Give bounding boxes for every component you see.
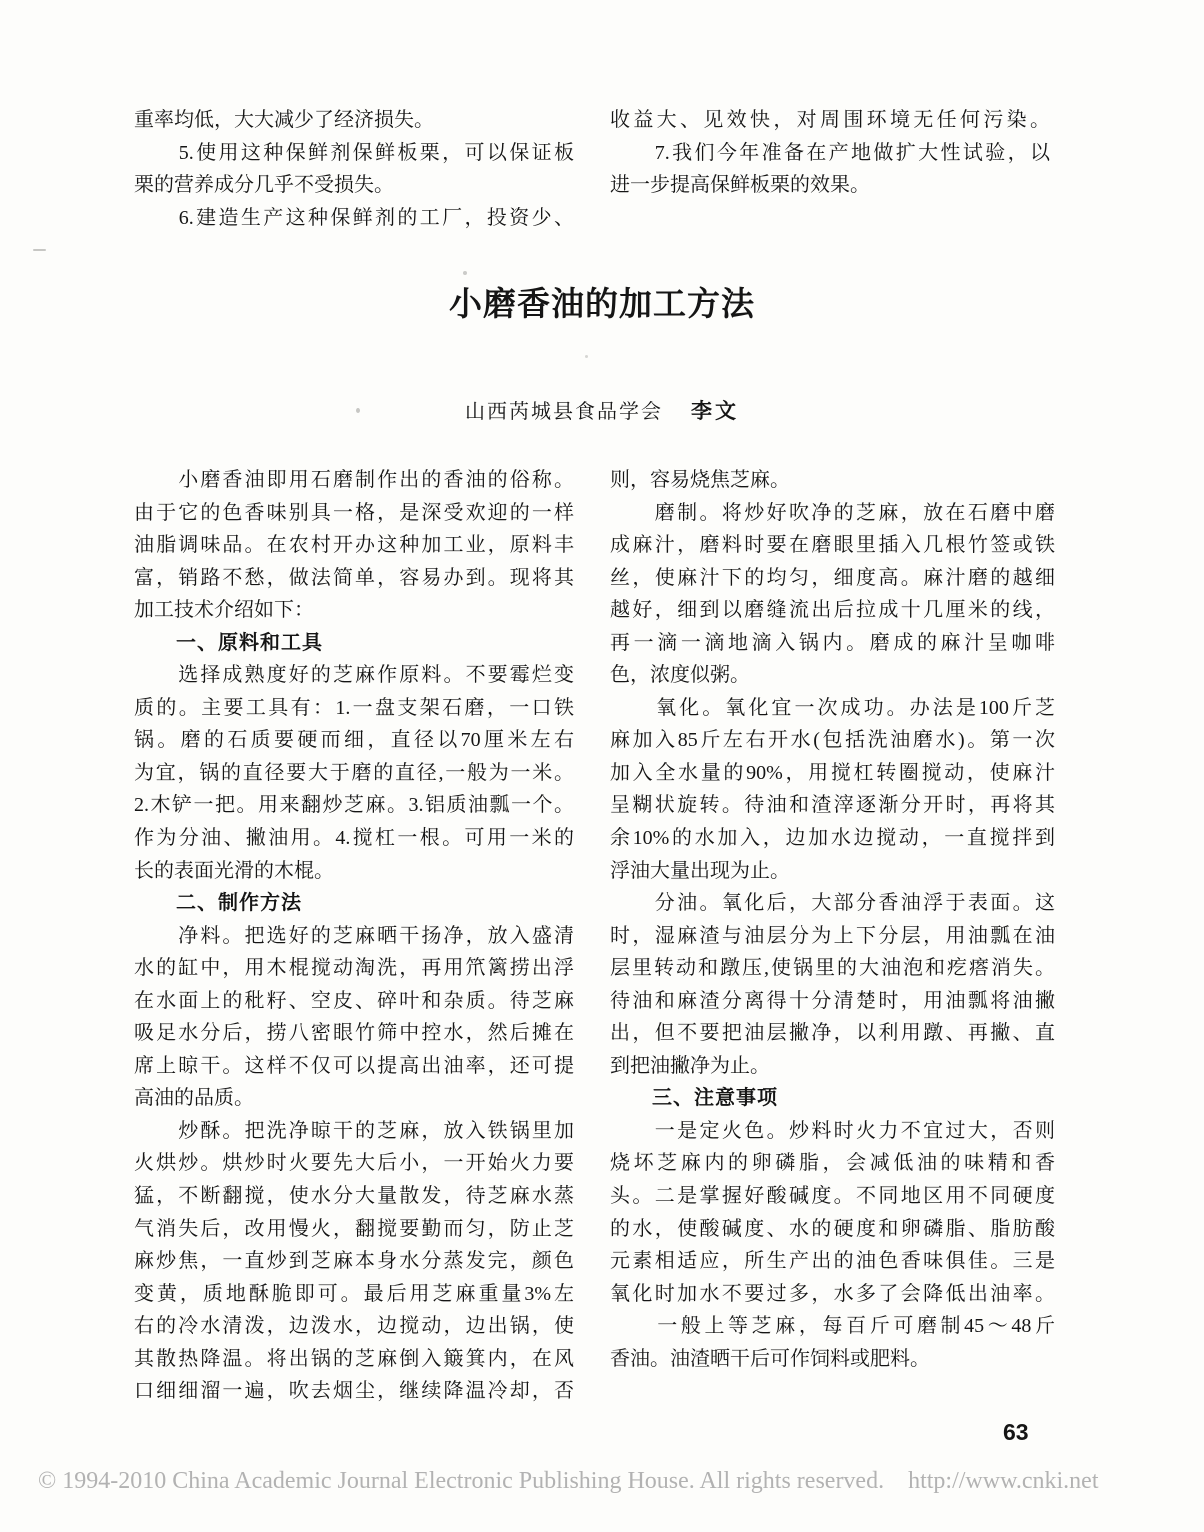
text-line: 长的表面光滑的木棍。 xyxy=(134,859,334,882)
text-line: 则，容易烧焦芝麻。 xyxy=(610,469,790,491)
byline-affiliation: 山西芮城县食品学会 xyxy=(465,401,663,423)
text-line: 高油的品质。 xyxy=(134,1087,254,1110)
text-line: 烧坏芝麻内的卵磷脂，会减低油的味精和香 xyxy=(610,1152,1055,1175)
text-line: 作为分油、撇油用。4.搅杠一根。可用一米的 xyxy=(134,827,574,850)
text-line: 一是定火色。炒料时火力不宜过大，否则 xyxy=(610,1119,1055,1142)
scan-artifact xyxy=(356,408,360,413)
text-line: 时，湿麻渣与油层分为上下分层，用油瓢在油 xyxy=(610,924,1055,947)
text-line: 元素相适应，所生产出的油色香味俱佳。三是 xyxy=(610,1250,1055,1273)
prev-article-left-column xyxy=(134,104,574,234)
text-line: 锅。磨的石质要硬而细，直径以70厘米左右 xyxy=(134,729,574,752)
text-line: 为宜，锅的直径要大于磨的直径,一般为一米。 xyxy=(134,761,574,784)
text-line: 出，但不要把油层撇净，以利用蹾、再撇、直 xyxy=(610,1022,1055,1045)
text-line: 头。二是掌握好酸碱度。不同地区用不同硬度 xyxy=(610,1185,1055,1208)
text-line: 越好，细到以磨缝流出后拉成十几厘米的线， xyxy=(610,599,1055,622)
page-number: 63 xyxy=(1003,1419,1029,1445)
text-line: 由于它的色香味别具一格，是深受欢迎的一样 xyxy=(134,501,574,524)
text-line: 氧化。氧化宜一次成功。办法是100斤芝 xyxy=(610,696,1055,719)
text-line: 呈糊状旋转。待油和渣滓逐渐分开时，再将其 xyxy=(610,794,1055,817)
text-line: 小磨香油即用石磨制作出的香油的俗称。 xyxy=(134,469,574,491)
text-line: 麻加入85斤左右开水(包括洗油磨水)。第一次 xyxy=(610,729,1055,752)
text-line: 麻炒焦，一直炒到芝麻本身水分蒸发完，颜色 xyxy=(134,1250,574,1273)
text-line: 吸足水分后，捞八密眼竹筛中控水，然后摊在 xyxy=(134,1022,574,1045)
text-line: 在水面上的秕籽、空皮、碎叶和杂质。待芝麻 xyxy=(134,989,574,1012)
text-line: 进一步提高保鲜板栗的效果。 xyxy=(610,174,870,197)
text-line: 猛，不断翻搅，使水分大量散发，待芝麻水蒸 xyxy=(134,1185,574,1208)
section-heading: 二、制作方法 xyxy=(134,892,302,915)
article-right-column xyxy=(610,464,1055,1375)
text-line: 加工技术介绍如下： xyxy=(134,599,314,622)
text-line: 余10%的水加入，边加水边搅动，一直搅拌到 xyxy=(610,827,1055,850)
text-line: 层里转动和蹾压,使锅里的大油泡和疙瘩消失。 xyxy=(610,957,1055,980)
scan-artifact xyxy=(463,271,467,275)
text-line: 2.木铲一把。用来翻炒芝麻。3.铝质油瓢一个。 xyxy=(134,794,574,817)
article-left-column xyxy=(134,464,574,1408)
text-line: 加入全水量的90%，用搅杠转圈搅动，使麻汁 xyxy=(610,761,1055,784)
text-line: 浮油大量出现为止。 xyxy=(610,859,790,882)
copyright-footer: © 1994-2010 China Academic Journal Electronic Publishing House. All rights reserved. http://www.cnki.net xyxy=(38,1468,1099,1494)
text-line: 7.我们今年准备在产地做扩大性试验，以 xyxy=(610,141,1050,164)
text-line: 再一滴一滴地滴入锅内。磨成的麻汁呈咖啡 xyxy=(610,631,1055,654)
text-line: 重率均低，大大减少了经济损失。 xyxy=(134,109,434,131)
text-line: 栗的营养成分几乎不受损失。 xyxy=(134,174,394,197)
text-line: 氧化时加水不要过多，水多了会降低出油率。 xyxy=(610,1282,1055,1305)
text-line: 富，销路不愁，做法简单，容易办到。现将其 xyxy=(134,566,574,589)
text-line: 其散热降温。将出锅的芝麻倒入簸箕内，在风 xyxy=(134,1347,574,1370)
text-line: 丝，使麻汁下的均匀，细度高。麻汁磨的越细 xyxy=(610,566,1055,589)
text-line: 色，浓度似粥。 xyxy=(610,664,750,687)
prev-article-right-column xyxy=(610,104,1050,202)
text-line: 水的缸中，用木棍搅动淘洗，再用笊篱捞出浮 xyxy=(134,957,574,980)
article-byline xyxy=(0,398,1204,426)
text-line: 右的冷水清泼，边泼水，边搅动，边出锅，使 xyxy=(134,1315,574,1338)
text-line: 香油。油渣晒干后可作饲料或肥料。 xyxy=(610,1347,930,1370)
text-line: 炒酥。把洗净晾干的芝麻，放入铁锅里加 xyxy=(134,1119,574,1142)
text-line: 到把油撇净为止。 xyxy=(610,1054,770,1077)
text-line: 油脂调味品。在农村开办这种加工业，原料丰 xyxy=(134,534,574,557)
text-line: 席上晾干。这样不仅可以提高出油率，还可提 xyxy=(134,1054,574,1077)
section-heading: 三、注意事项 xyxy=(610,1087,778,1110)
text-line: 一般上等芝麻，每百斤可磨制45～48斤 xyxy=(610,1315,1055,1338)
text-line: 口细细溜一遍，吹去烟尘，继续降温冷却，否 xyxy=(134,1380,574,1403)
text-line: 气消失后，改用慢火，翻搅要勤而匀，防止芝 xyxy=(134,1217,574,1240)
text-line: 质的。主要工具有：1.一盘支架石磨，一口铁 xyxy=(134,696,574,719)
article-title: 小磨香油的加工方法 xyxy=(449,287,755,323)
text-line: 分油。氧化后，大部分香油浮于表面。这 xyxy=(610,892,1055,915)
byline-author: 李文 xyxy=(691,400,739,423)
text-line: 成麻汁，磨料时要在磨眼里插入几根竹签或铁 xyxy=(610,534,1055,557)
text-line: 变黄，质地酥脆即可。最后用芝麻重量3%左 xyxy=(134,1282,574,1305)
text-line: 火烘炒。烘炒时火要先大后小，一开始火力要 xyxy=(134,1152,574,1175)
text-line: 6.建造生产这种保鲜剂的工厂，投资少、 xyxy=(134,206,574,229)
section-heading: 一、原料和工具 xyxy=(134,631,323,654)
text-line: 选择成熟度好的芝麻作原料。不要霉烂变 xyxy=(134,664,574,687)
text-line: 的水，使酸碱度、水的硬度和卵磷脂、脂肪酸 xyxy=(610,1217,1055,1240)
text-line: 收益大、见效快，对周围环境无任何污染。 xyxy=(610,109,1050,131)
text-line: 净料。把选好的芝麻晒干扬净，放入盛清 xyxy=(134,924,574,947)
scan-artifact xyxy=(33,249,46,251)
scan-artifact xyxy=(585,355,588,358)
text-line: 5.使用这种保鲜剂保鲜板栗，可以保证板 xyxy=(134,141,574,164)
text-line: 待油和麻渣分离得十分清楚时，用油瓢将油撇 xyxy=(610,989,1055,1012)
text-line: 磨制。将炒好吹净的芝麻，放在石磨中磨 xyxy=(610,501,1055,524)
